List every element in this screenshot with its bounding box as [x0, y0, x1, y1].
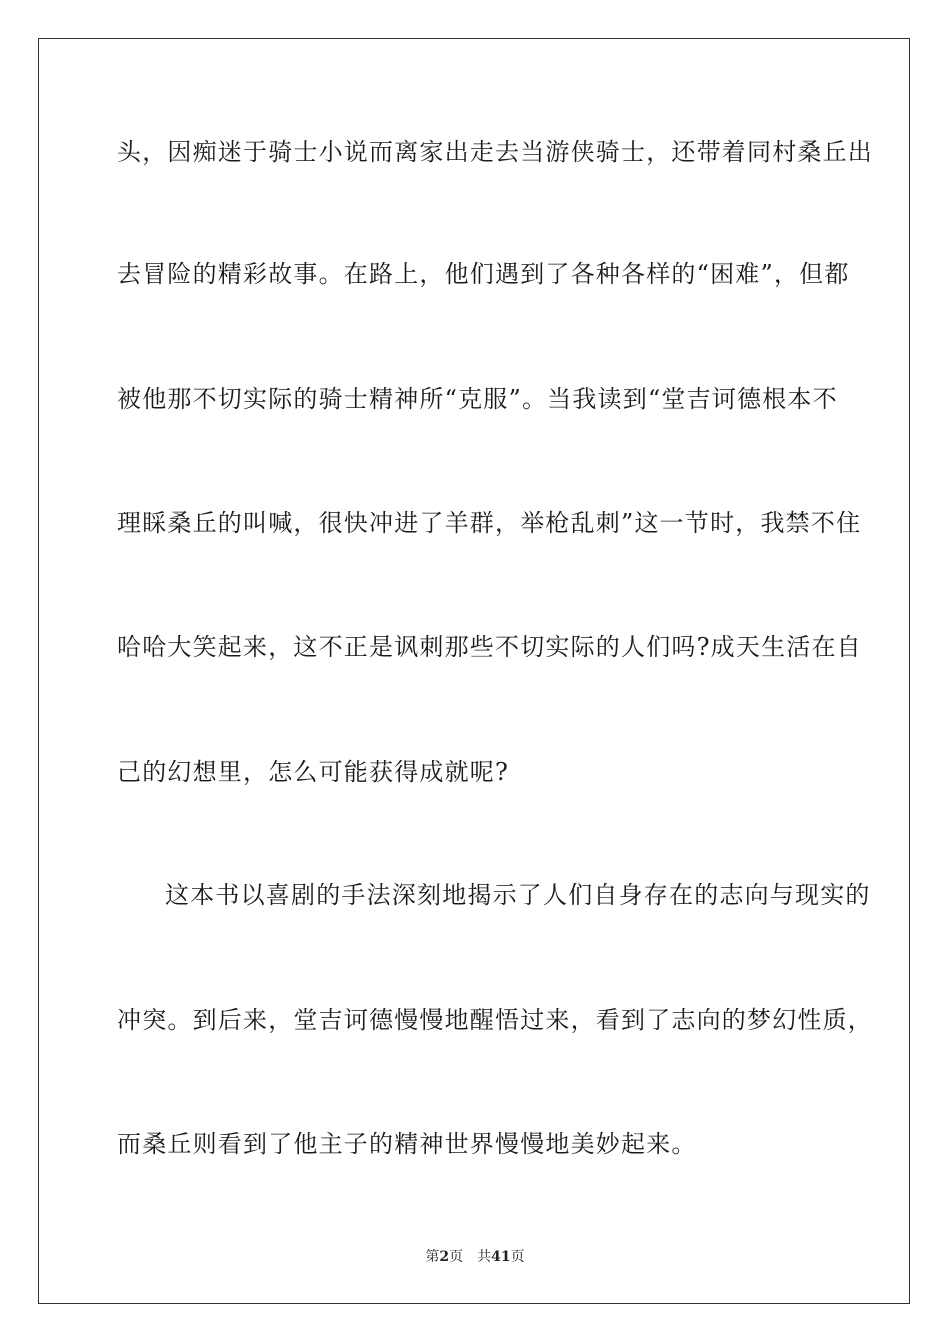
page-footer — [0, 1248, 950, 1266]
text-line-9: 而桑丘则看到了他主子的精神世界慢慢地美妙起来。 — [117, 1130, 697, 1158]
page-prefix: 第 — [425, 1249, 440, 1265]
text-line-2: 去冒险的精彩故事。在路上，他们遇到了各种各样的“困难”，但都 — [117, 260, 850, 288]
text-line-4: 理睬桑丘的叫喊，很快冲进了羊群，举枪乱刺”这一节时，我禁不住 — [117, 509, 862, 537]
text-line-8: 冲突。到后来，堂吉诃德慢慢地醒悟过来，看到了志向的梦幻性质， — [117, 1006, 873, 1034]
page-suffix: 页 — [449, 1249, 464, 1265]
total-suffix: 页 — [510, 1249, 525, 1265]
text-line-3: 被他那不切实际的骑士精神所“克服”。当我读到“堂吉诃德根本不 — [117, 385, 838, 413]
text-line-1: 头，因痴迷于骑士小说而离家出走去当游侠骑士，还带着同村桑丘出 — [117, 138, 873, 166]
text-line-5: 哈哈大笑起来，这不正是讽刺那些不切实际的人们吗?成天生活在自 — [117, 633, 862, 661]
text-line-6: 己的幻想里，怎么可能获得成就呢? — [117, 758, 510, 786]
page-number: 2 — [439, 1249, 450, 1265]
total-pages: 41 — [491, 1249, 511, 1265]
text-line-7-paragraph-start: 这本书以喜剧的手法深刻地揭示了人们自身存在的志向与现实的 — [165, 881, 871, 909]
page-border — [38, 38, 910, 1304]
total-prefix: 共 — [477, 1249, 492, 1265]
